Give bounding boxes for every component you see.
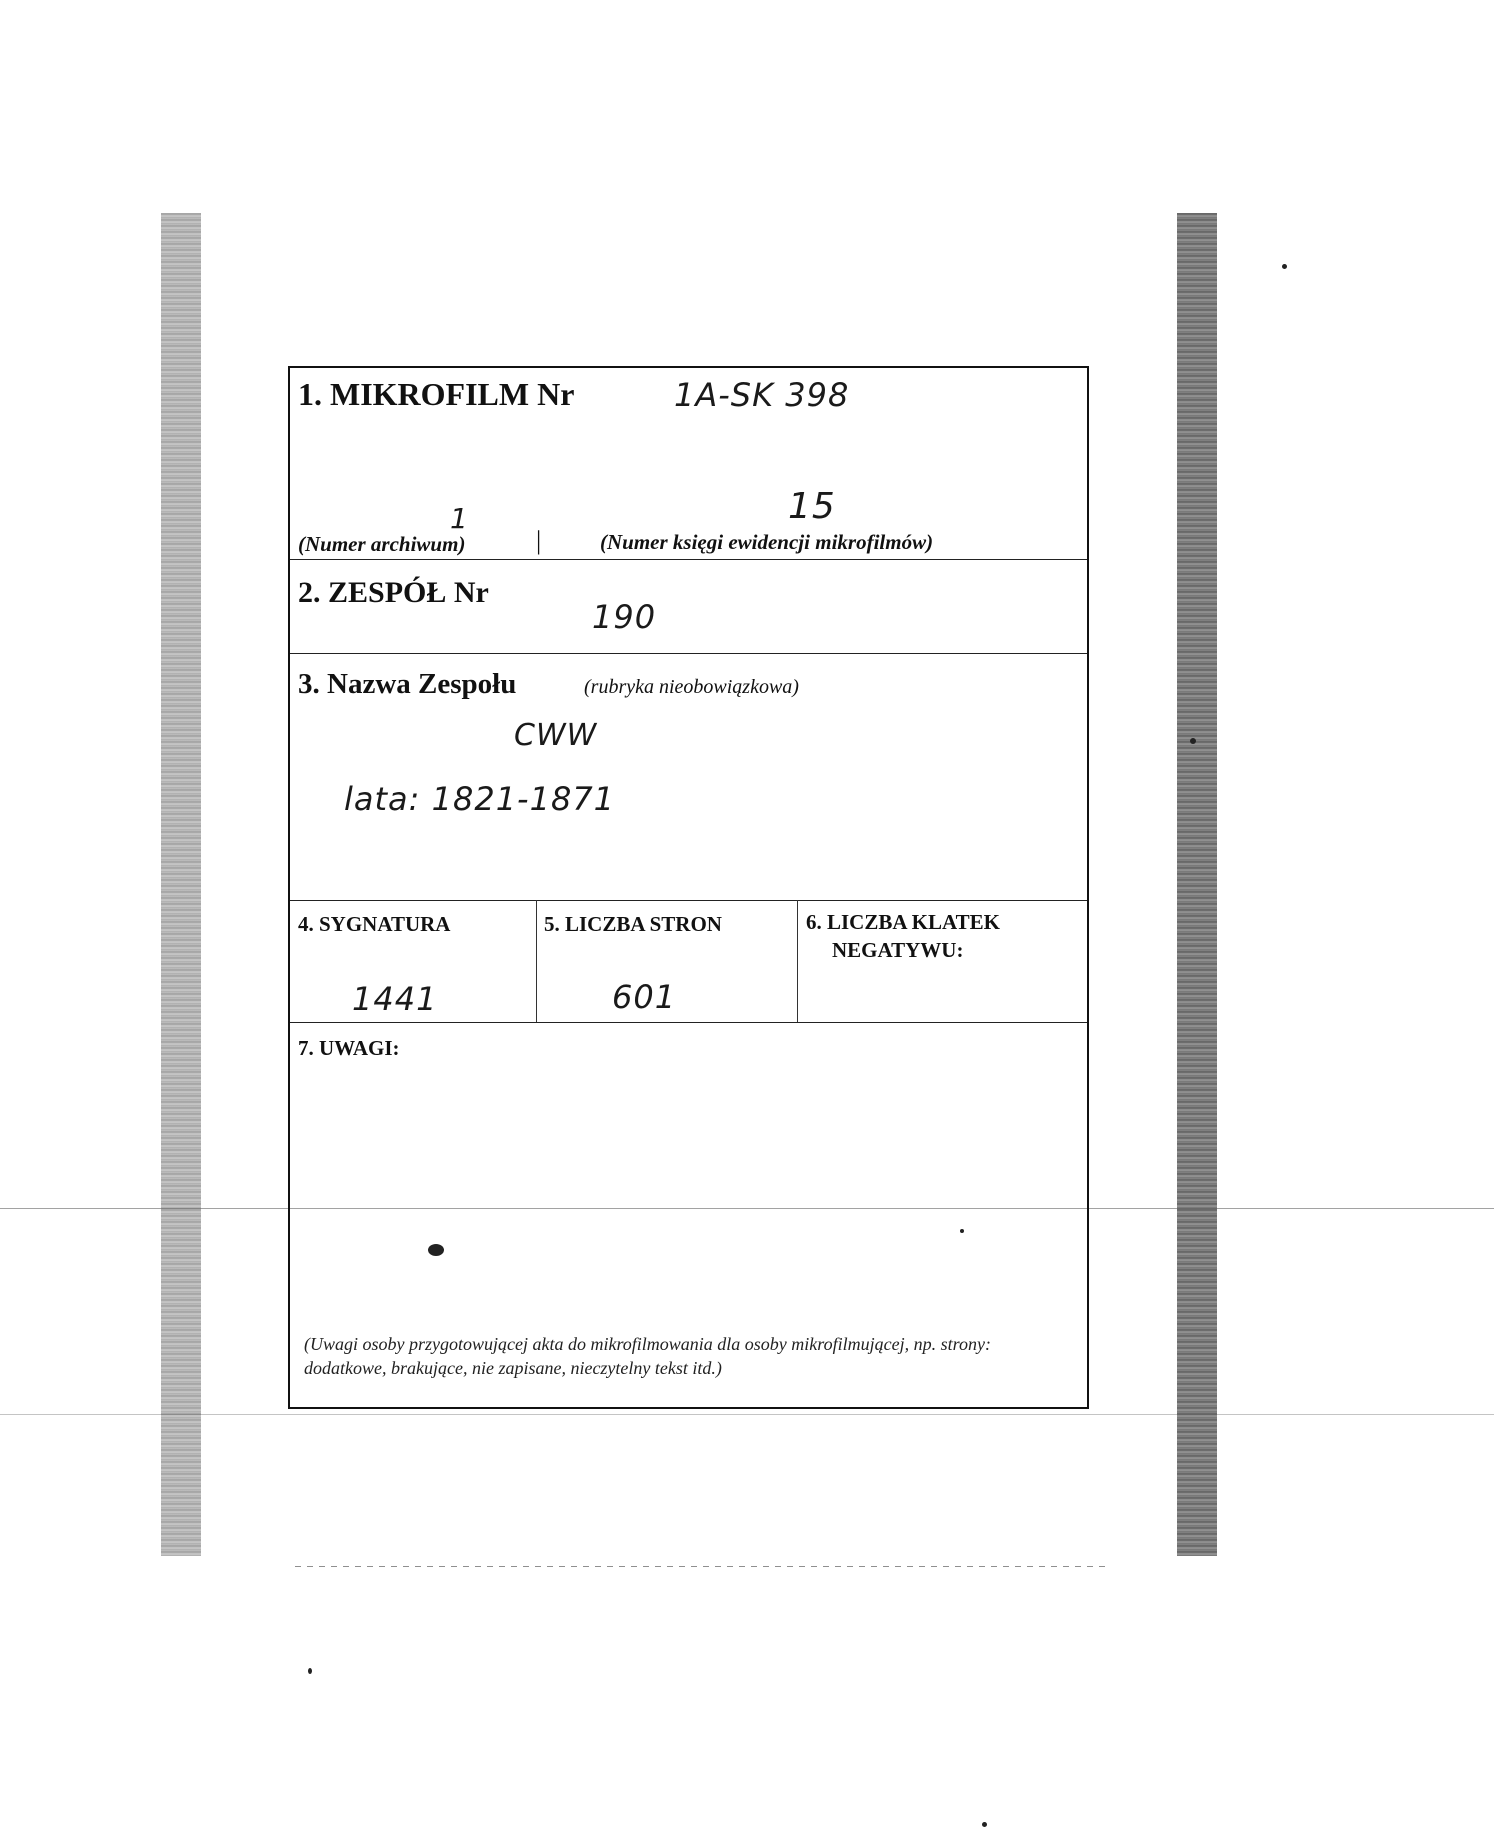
scan-left-edge bbox=[161, 213, 201, 1556]
row-divider bbox=[290, 900, 1087, 901]
remarks-label: 7. UWAGI: bbox=[298, 1036, 400, 1060]
row-divider bbox=[290, 1022, 1087, 1023]
scan-dash bbox=[295, 1566, 1105, 1567]
speck bbox=[1282, 264, 1287, 269]
signature-label: 4. SYGNATURA bbox=[298, 912, 451, 936]
registry-number-value: 15 bbox=[788, 486, 836, 527]
field-divider-mark: | bbox=[536, 526, 542, 555]
speck bbox=[982, 1822, 987, 1827]
fonds-name-value: CWW bbox=[514, 718, 598, 753]
speck bbox=[308, 1668, 312, 1674]
negative-frames-label-line2: NEGATYWU: bbox=[832, 938, 964, 962]
microfilm-number-value: 1A-SK 398 bbox=[674, 376, 850, 414]
scan-right-edge bbox=[1177, 213, 1217, 1556]
row-divider bbox=[290, 653, 1087, 654]
column-divider bbox=[536, 900, 537, 1022]
microfilm-form-card bbox=[288, 366, 1089, 1409]
archive-number-label: (Numer archiwum) bbox=[298, 532, 466, 556]
column-divider bbox=[797, 900, 798, 1022]
fonds-number-value: 190 bbox=[592, 598, 657, 636]
fonds-number-label: 2. ZESPÓŁ Nr bbox=[298, 576, 489, 609]
signature-value: 1441 bbox=[352, 980, 438, 1018]
archive-number-value: 1 bbox=[450, 502, 469, 535]
remarks-instruction: (Uwagi osoby przygotowującej akta do mikrofilmowania dla osoby mikrofilmującej, np. strony: dodatkowe, brakujące, nie zapisane, nieczytelny tekst itd.) bbox=[304, 1334, 991, 1378]
page-count-value: 601 bbox=[612, 978, 677, 1016]
speck bbox=[1190, 738, 1196, 744]
fonds-name-optional-note: (rubryka nieobowiązkowa) bbox=[584, 676, 799, 698]
negative-frames-label: 6. LICZBA KLATEK bbox=[806, 910, 1000, 934]
scan-line bbox=[0, 1414, 1494, 1415]
microfilm-number-label: 1. MIKROFILM Nr bbox=[298, 376, 575, 412]
page-count-label: 5. LICZBA STRON bbox=[544, 912, 722, 936]
row-divider bbox=[290, 559, 1087, 560]
registry-number-label: (Numer księgi ewidencji mikrofilmów) bbox=[600, 530, 934, 554]
fonds-years-value: lata: 1821-1871 bbox=[344, 780, 616, 818]
fonds-name-label: 3. Nazwa Zespołu bbox=[298, 668, 517, 700]
